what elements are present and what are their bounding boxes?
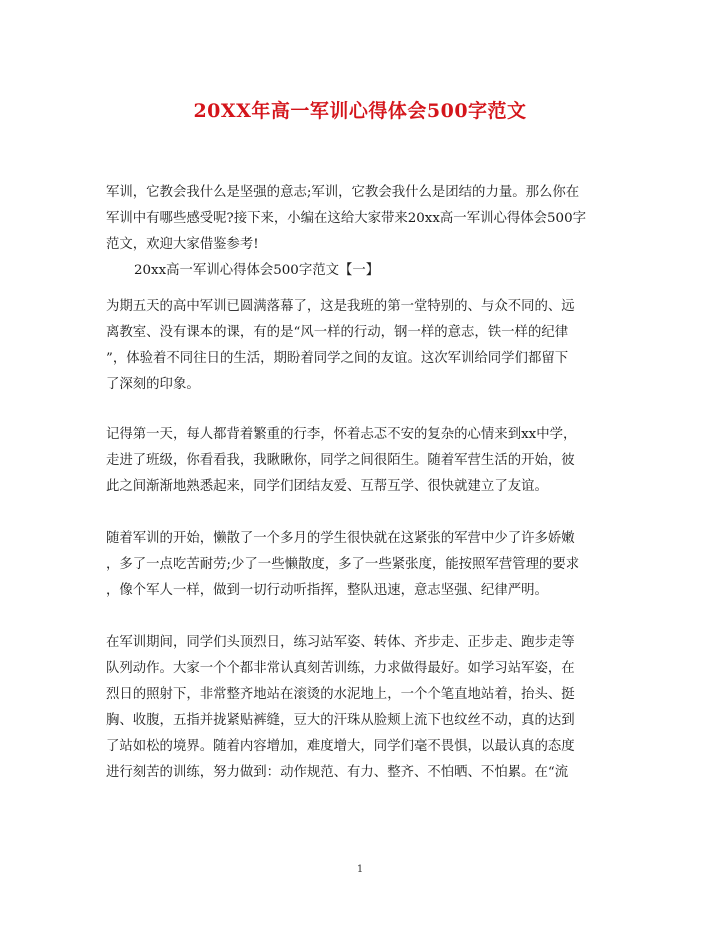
text-line: 范文，欢迎大家借鉴参考!: [106, 237, 259, 252]
text-line: 离教室、没有课本的课，有的是“风一样的行动，钢一样的意志，铁一样的纪律: [106, 325, 569, 340]
document-body: [106, 180, 618, 786]
paragraph: [106, 526, 618, 604]
text-line: 随着军训的开始，懒散了一个多月的学生很快就在这紧张的军营中少了许多娇嫩: [106, 531, 575, 546]
text-line: 走进了班级，你看看我，我瞅瞅你，同学之间很陌生。随着军营生活的开始，彼: [106, 453, 575, 468]
text-line: 烈日的照射下，非常整齐地站在滚烫的水泥地上，一个个笔直地站着，抬头、挺: [106, 687, 575, 702]
text-line: 胸、收腹，五指并拢紧贴裤缝，豆大的汗珠从脸颊上流下也纹丝不动，真的达到: [106, 713, 575, 728]
text-line: 军训，它教会我什么是坚强的意志;军训，它教会我什么是团结的力量。那么你在: [106, 185, 580, 200]
text-line: 了站如松的境界。随着内容增加，难度增大，同学们毫不畏惧，以最认真的态度: [106, 739, 575, 754]
text-line: ”，体验着不同往日的生活，期盼着同学之间的友谊。这次军训给同学们都留下: [106, 351, 569, 366]
page-number: 1: [356, 864, 364, 875]
intro-paragraph: [106, 180, 618, 258]
paragraph: [106, 630, 618, 786]
section-heading: 20xx高一军训心得体会500字范文【一】: [134, 263, 380, 278]
text-line: 为期五天的高中军训已圆满落幕了，这是我班的第一堂特别的、与众不同的、远: [106, 299, 575, 314]
text-line: 记得第一天，每人都背着繁重的行李，怀着忐忑不安的复杂的心情来到xx中学，: [106, 427, 577, 442]
text-line: 进行刻苦的训练，努力做到：动作规范、有力、整齐、不怕晒、不怕累。在“流: [106, 765, 569, 780]
text-line: 军训中有哪些感受呢?接下来，小编在这给大家带来20xx高一军训心得体会500字: [106, 211, 586, 226]
document-title: 20XX年高一军训心得体会500字范文: [193, 100, 527, 122]
text-line: 在军训期间，同学们头顶烈日，练习站军姿、转体、齐步走、正步走、跑步走等: [106, 635, 575, 650]
paragraph: [106, 422, 618, 500]
text-line: ，像个军人一样，做到一切行动听指挥，整队迅速，意志坚强、纪律严明。: [106, 583, 548, 598]
text-line: ，多了一点吃苦耐劳;少了一些懒散度，多了一些紧张度，能按照军营管理的要求: [106, 557, 580, 572]
text-line: 队列动作。大家一个个都非常认真刻苦训练，力求做得最好。如学习站军姿，在: [106, 661, 575, 676]
text-line: 了深刻的印象。: [106, 377, 200, 392]
text-line: 此之间渐渐地熟悉起来，同学们团结友爱、互帮互学、很快就建立了友谊。: [106, 479, 548, 494]
paragraph: [106, 294, 618, 398]
